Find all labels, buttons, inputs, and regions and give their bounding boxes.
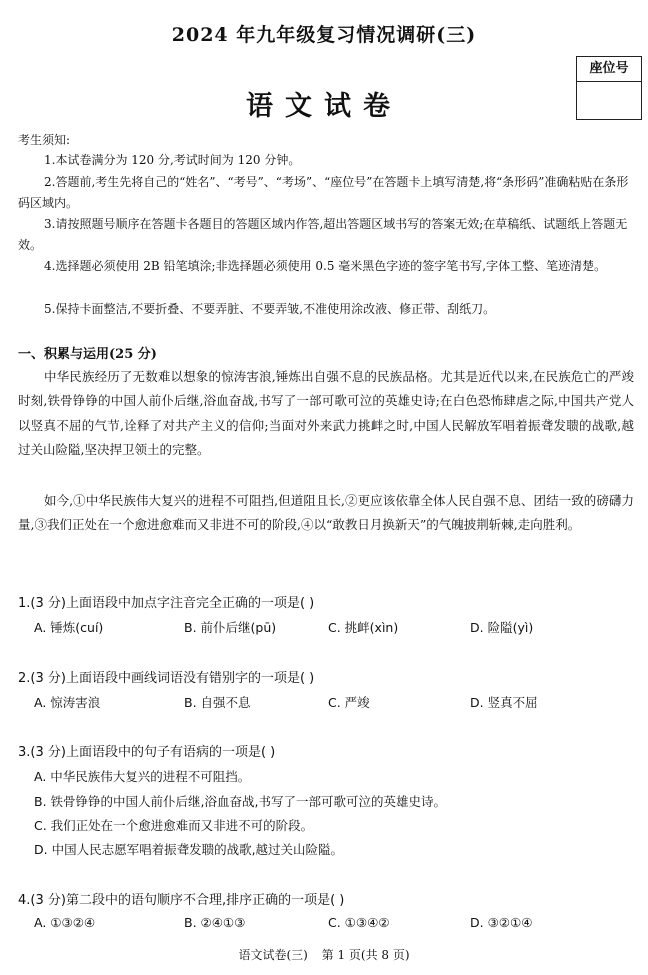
footer-page-number: 第 1 页(共 8 页) [321,948,410,962]
notice-item-4: 4.选择题必须使用 2B 铅笔填涂;非选择题必须使用 0.5 毫米黑色字迹的签字笔书写,字体工整、笔迹清楚。 [44,259,607,273]
question-1-option-d: D. 险隘(yì) [470,620,534,635]
question-1-option-a: A. 锤炼(cuí) [34,620,104,635]
footer-subject: 语文试卷(三) [238,948,308,962]
question-2-option-c: C. 严竣 [328,695,370,710]
question-3-stem: 3.(3 分)上面语段中的句子有语病的一项是( ) [18,745,276,760]
question-1-option-b: B. 前仆后继(pū) [184,620,277,635]
notice-item-2: 2.答题前,考生先将自己的“姓名”、“考号”、“考场”、“座位号”在答题卡上填写清楚,将“条形码”准确粘贴在条形码区域内。 [18,175,629,210]
question-1-option-c: C. 挑衅(xìn) [328,620,399,635]
question-3-option-b: B. 铁骨铮铮的中国人前仆后继,浴血奋战,书写了一部可歌可泣的英雄史诗。 [34,794,446,809]
notice-item-1: 1.本试卷满分为 120 分,考试时间为 120 分钟。 [44,153,301,167]
question-4-option-d: D. ③②①④ [470,915,533,930]
passage-paragraph-1: 中华民族经历了无数难以想象的惊涛害浪,锤炼出自强不息的民族品格。尤其是近代以来,在民族危亡的严竣时刻,铁骨铮铮的中国人前仆后继,浴血奋战,书写了一部可歌可泣的英雄史诗;在白色恐怖肆虐之际,中国共产党人以竖真不屈的气节,诠释了对共产主义的信仰;当面对外来武力挑衅之时,中国人民解放军唱着振聋发聩的战歌,越过关山险隘,坚决捍卫领土的完整。 [18,369,634,457]
question-2-stem: 2.(3 分)上面语段中画线词语没有错别字的一项是( ) [18,671,315,686]
question-1-stem: 1.(3 分)上面语段中加点字注音完全正确的一项是( ) [18,596,315,611]
notice-item-3: 3.请按照题号顺序在答题卡各题目的答题区域内作答,超出答题区域书写的答案无效;在草稿纸、试题纸上答题无效。 [18,217,628,252]
page-footer [0,946,648,963]
seat-number-label: 座位号 [577,57,641,82]
question-2-option-b: B. 自强不息 [184,695,251,710]
section-heading: 一、积累与运用(25 分) [18,347,157,362]
question-3-option-d: D. 中国人民志愿军唱着振聋发聩的战歌,越过关山险隘。 [34,842,344,857]
question-2-option-a: A. 惊涛害浪 [34,695,101,710]
subject-title: 语文试卷 [246,91,402,122]
passage-paragraph-2: 如今,①中华民族伟大复兴的进程不可阻挡,但道阻且长,②更应该依靠全体人民自强不息、团结一致的磅礴力量,③我们正处在一个愈进愈难而又非进不可的阶段,④以“敢教日月换新天”的气魄披荆斩棘,走向胜利。 [18,493,634,533]
notice-item-5: 5.保持卡面整洁,不要折叠、不要弄脏、不要弄皱,不准使用涂改液、修正带、刮纸刀。 [44,302,496,316]
question-4-option-a: A. ①③②④ [34,915,96,930]
exam-title: 2024 年九年级复习情况调研(三) [171,24,477,46]
question-3-option-c: C. 我们正处在一个愈进愈难而又非进不可的阶段。 [34,818,314,833]
question-3-option-a: A. 中华民族伟大复兴的进程不可阻挡。 [34,769,251,784]
question-4-option-b: B. ②④①③ [184,915,246,930]
question-4-stem: 4.(3 分)第二段中的语句顺序不合理,排序正确的一项是( ) [18,893,345,908]
notice-heading: 考生须知: [18,133,71,147]
question-4-option-c: C. ①③④② [328,915,390,930]
question-2-option-d: D. 竖真不屈 [470,695,538,710]
